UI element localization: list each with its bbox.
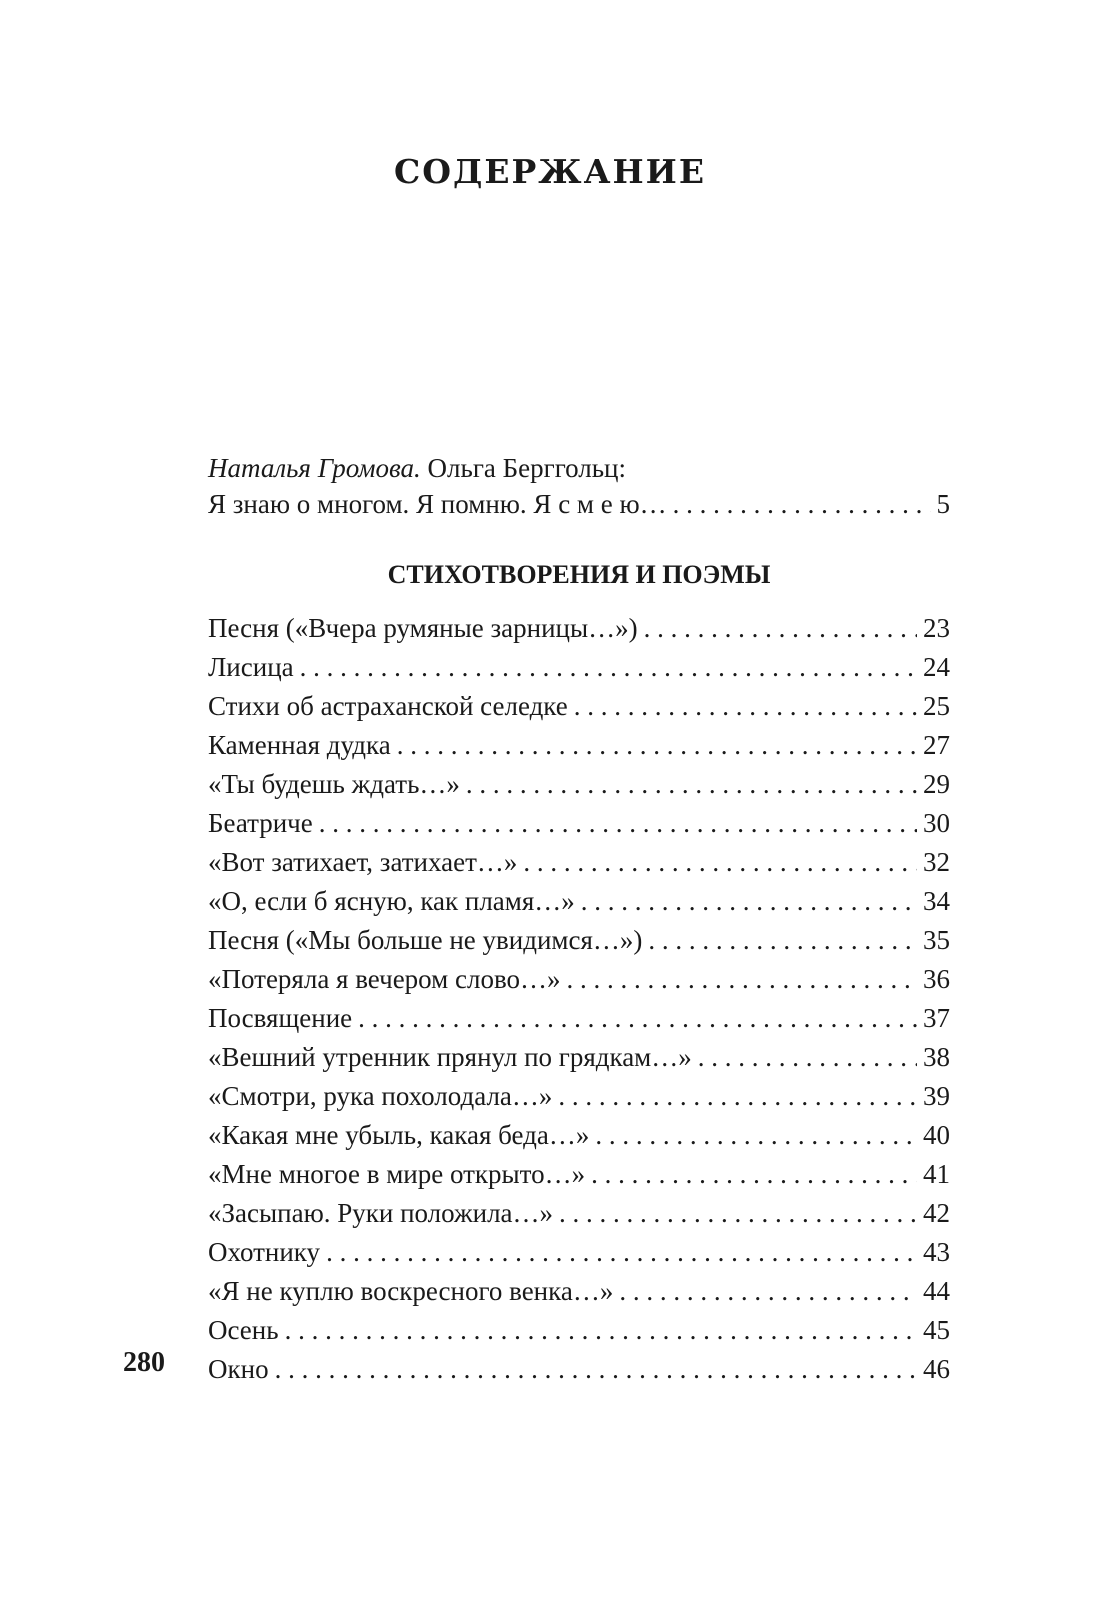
dot-leader — [319, 804, 917, 843]
toc-entry[interactable] — [208, 1272, 950, 1311]
toc-entry-page: 42 — [923, 1198, 950, 1228]
dot-leader — [574, 687, 917, 726]
toc-entry-page: 24 — [923, 652, 950, 682]
toc-entry-page: 44 — [923, 1276, 950, 1306]
toc-entry-page: 40 — [923, 1120, 950, 1150]
toc-entry-title: «Потеряла я вечером слово…» — [208, 964, 561, 994]
toc-entry-title: Песня («Мы больше не увидимся…») — [208, 925, 643, 955]
dot-leader — [300, 648, 917, 687]
toc-entry-title: Охотнику — [208, 1237, 321, 1267]
dot-leader — [595, 1116, 917, 1155]
toc-entry-page: 29 — [923, 769, 950, 799]
toc-entry-page: 38 — [923, 1042, 950, 1072]
toc-entry[interactable] — [208, 765, 950, 804]
toc-entry[interactable] — [208, 726, 950, 765]
toc-entry[interactable] — [208, 804, 950, 843]
dot-leader — [673, 486, 931, 522]
toc-list — [208, 609, 950, 1389]
toc-entry[interactable] — [208, 882, 950, 921]
toc-entry[interactable] — [208, 1311, 950, 1350]
toc-entry-title: «Мне многое в мире открыто…» — [208, 1159, 586, 1189]
dot-leader — [698, 1038, 917, 1077]
toc-entry-page: 37 — [923, 1003, 950, 1033]
section-heading: СТИХОТВОРЕНИЯ И ПОЭМЫ — [387, 560, 771, 589]
toc-entry-page: 32 — [923, 847, 950, 877]
intro-title-part2: Я знаю о многом. Я помню. Я с м е ю… — [208, 489, 667, 519]
intro-entry[interactable] — [208, 450, 950, 522]
toc-entry-title: «Смотри, рука похолодала…» — [208, 1081, 553, 1111]
toc-entry-page: 35 — [923, 925, 950, 955]
toc-entry-page: 23 — [923, 613, 950, 643]
toc-entry-page: 46 — [923, 1354, 950, 1384]
dot-leader — [644, 609, 917, 648]
toc-entry[interactable] — [208, 609, 950, 648]
intro-page-number: 5 — [936, 489, 950, 519]
toc-entry-page: 27 — [923, 730, 950, 760]
toc-entry-page: 34 — [923, 886, 950, 916]
dot-leader — [648, 921, 917, 960]
toc-entry[interactable] — [208, 921, 950, 960]
dot-leader — [466, 765, 917, 804]
toc-entry-title: Посвящение — [208, 1003, 353, 1033]
toc-entry-title: Осень — [208, 1315, 279, 1345]
intro-line-1 — [208, 450, 950, 486]
dot-leader — [285, 1311, 917, 1350]
toc-entry-title: Песня («Вчера румяные зарницы…») — [208, 613, 638, 643]
toc-entry-page: 25 — [923, 691, 950, 721]
dot-leader — [559, 1194, 917, 1233]
toc-entry-title: «Засыпаю. Руки положила…» — [208, 1198, 554, 1228]
toc-entry[interactable] — [208, 1077, 950, 1116]
toc-entry-page: 43 — [923, 1237, 950, 1267]
toc-entry[interactable] — [208, 843, 950, 882]
dot-leader — [581, 882, 917, 921]
toc-entry-title: «О, если б ясную, как пламя…» — [208, 886, 575, 916]
toc-entry-title: «Вот затихает, затихает…» — [208, 847, 518, 877]
dot-leader — [523, 843, 917, 882]
dot-leader — [591, 1155, 917, 1194]
toc-entry-title: Беатриче — [208, 808, 313, 838]
page-number-folio: 280 — [123, 1347, 165, 1378]
dot-leader — [567, 960, 917, 999]
toc-entry-page: 45 — [923, 1315, 950, 1345]
dot-leader — [397, 726, 917, 765]
toc-entry[interactable] — [208, 999, 950, 1038]
dot-leader — [326, 1233, 917, 1272]
toc-entry-page: 41 — [923, 1159, 950, 1189]
intro-title-part1: Ольга Берггольц: — [427, 453, 626, 483]
intro-line-2 — [208, 486, 950, 522]
toc-entry[interactable] — [208, 648, 950, 687]
toc-entry[interactable] — [208, 1194, 950, 1233]
toc-entry-title: Каменная дудка — [208, 730, 391, 760]
toc-entry-page: 30 — [923, 808, 950, 838]
dot-leader — [558, 1077, 917, 1116]
toc-entry-title: Лисица — [208, 652, 294, 682]
page-title: СОДЕРЖАНИЕ — [393, 152, 706, 191]
toc-entry-title: «Ты будешь ждать…» — [208, 769, 460, 799]
toc-entry-title: «Вешний утренник прянул по грядкам…» — [208, 1042, 692, 1072]
toc-entry[interactable] — [208, 1155, 950, 1194]
toc-entry-title: Окно — [208, 1354, 269, 1384]
toc-entry-title: «Какая мне убыль, какая беда…» — [208, 1120, 590, 1150]
toc-entry[interactable] — [208, 1350, 950, 1389]
toc-entry[interactable] — [208, 1233, 950, 1272]
toc-entry-page: 36 — [923, 964, 950, 994]
dot-leader — [619, 1272, 917, 1311]
toc-entry-title: Стихи об астраханской селедке — [208, 691, 568, 721]
toc-entry[interactable] — [208, 1116, 950, 1155]
dot-leader — [275, 1350, 917, 1389]
toc-entry[interactable] — [208, 960, 950, 999]
dot-leader — [358, 999, 917, 1038]
toc-entry-title: «Я не куплю воскресного венка…» — [208, 1276, 614, 1306]
toc-entry[interactable] — [208, 687, 950, 726]
toc-entry[interactable] — [208, 1038, 950, 1077]
toc-entry-page: 39 — [923, 1081, 950, 1111]
intro-author: Наталья Громова. — [208, 453, 421, 483]
